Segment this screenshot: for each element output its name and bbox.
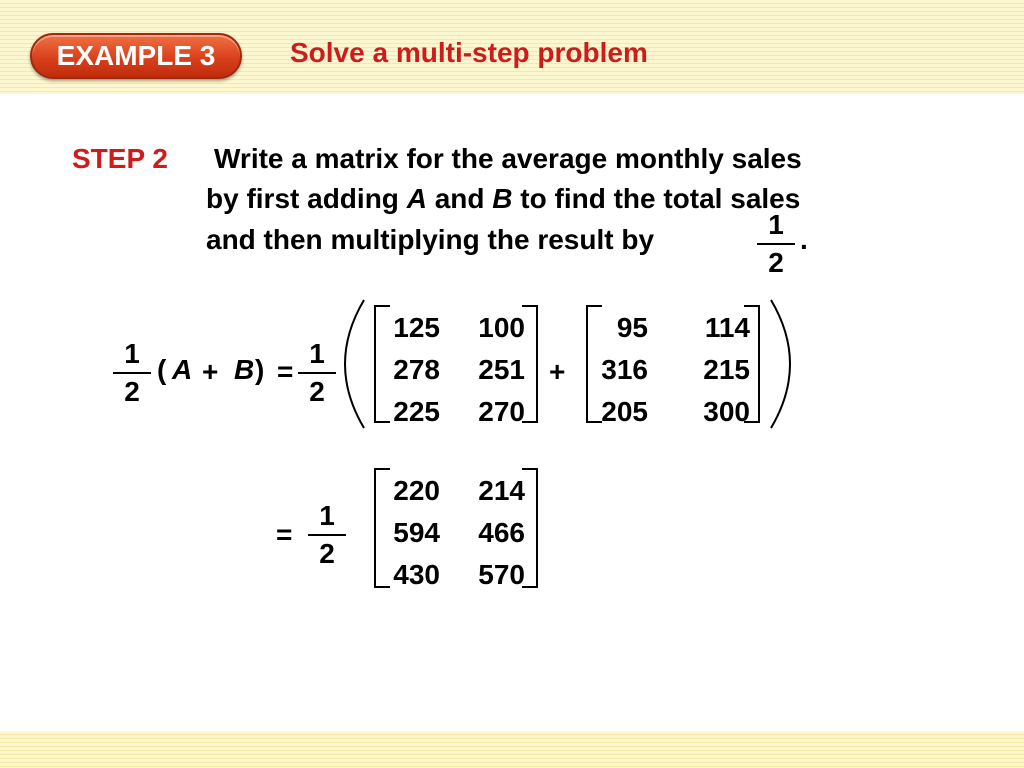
fraction-bar xyxy=(308,534,346,536)
step-text-line-1: Write a matrix for the average monthly sales xyxy=(214,143,802,174)
fraction-numerator: 1 xyxy=(124,338,140,369)
fraction-denominator: 2 xyxy=(768,247,784,278)
open-paren: ( xyxy=(157,354,167,385)
matrix-b-cell: 300 xyxy=(703,396,750,427)
matrix-a-cell: 251 xyxy=(478,354,525,385)
sum-matrix-cell: 220 xyxy=(393,475,440,506)
matrix-a-cell: 100 xyxy=(478,312,525,343)
page-title: Solve a multi-step problem xyxy=(290,37,648,68)
matrix-a-cell: 125 xyxy=(393,312,440,343)
matrix-b-cell: 205 xyxy=(601,396,648,427)
sum-matrix-cell: 570 xyxy=(478,559,525,590)
close-paren: ) xyxy=(255,354,265,385)
matrix-b-cell: 95 xyxy=(616,312,648,343)
sum-matrix-cell: 430 xyxy=(393,559,440,590)
sum-matrix-cell: 594 xyxy=(393,517,440,548)
step-label: STEP 2 xyxy=(72,143,168,174)
equals-sign: = xyxy=(277,356,294,387)
plus-sign: + xyxy=(202,356,219,387)
large-left-paren xyxy=(345,300,364,428)
matrix-a-cell: 270 xyxy=(478,396,525,427)
variable-a: A xyxy=(172,354,193,385)
large-right-paren xyxy=(771,300,790,428)
sum-matrix-cell: 214 xyxy=(478,475,525,506)
example-badge: EXAMPLE 3 xyxy=(30,33,242,79)
step-text-segment: by first adding xyxy=(206,183,399,214)
fraction-denominator: 2 xyxy=(124,376,140,407)
fraction-denominator: 2 xyxy=(309,376,325,407)
fraction-numerator: 1 xyxy=(768,209,784,240)
fraction-numerator: 1 xyxy=(309,338,325,369)
matrix-b-cell: 215 xyxy=(703,354,750,385)
matrix-b-cell: 114 xyxy=(704,312,750,343)
variable-b: B xyxy=(492,183,513,214)
matrix-plus-sign: + xyxy=(549,356,566,387)
sum-matrix-cell: 466 xyxy=(478,517,525,548)
variable-b: B xyxy=(234,354,255,385)
matrix-a-cell: 225 xyxy=(393,396,440,427)
step-text-segment: and xyxy=(434,183,485,214)
variable-a: A xyxy=(406,183,427,214)
equals-sign: = xyxy=(276,519,293,550)
step-text-segment: to find the total sales xyxy=(520,183,801,214)
sentence-period: . xyxy=(800,224,808,255)
fraction-numerator: 1 xyxy=(319,500,335,531)
matrix-b-cell: 316 xyxy=(601,354,648,385)
fraction-denominator: 2 xyxy=(319,538,335,569)
step-text-line-3: and then multiplying the result by xyxy=(206,224,655,255)
matrix-a-cell: 278 xyxy=(393,354,440,385)
